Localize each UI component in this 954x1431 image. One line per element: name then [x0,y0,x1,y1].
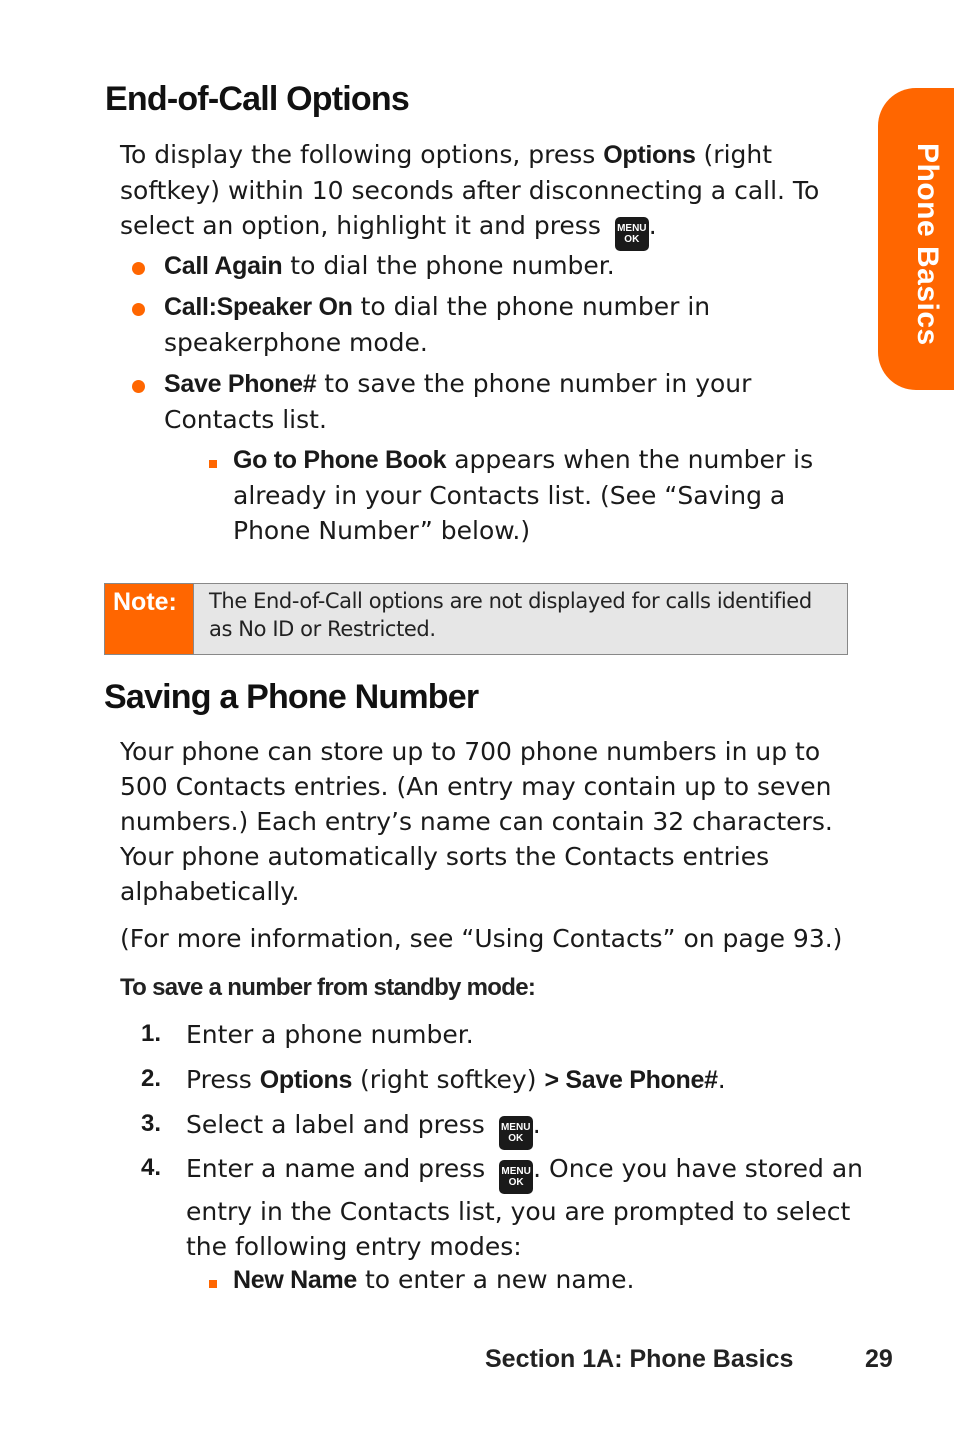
note-box [104,583,848,655]
side-tab-label: Phone Basics [911,143,944,346]
step-number: 2. [141,1065,162,1092]
step-number: 1. [141,1020,162,1047]
step-text: Select a label and press MENU OK . [186,1107,866,1150]
more-info-paragraph: (For more information, see “Using Contacts” on page 93.) [120,924,843,953]
intro-paragraph: To display the following options, press Options (right softkey) within 10 seconds after disconnecting a call. To select an option, highlight it and press MENU OK . [120,137,865,251]
note-text: The End-of-Call options are not displayed for calls identified as No ID or Restricted. [209,589,812,641]
step-number: 4. [141,1154,162,1181]
list-item: Save Phone# to save the phone number in your Contacts list. [164,369,752,434]
sub-list-item: New Name to enter a new name. [233,1265,635,1294]
sub-list-item: Go to Phone Book appears when the number is already in your Contacts list. (See “Saving a Phone Number” below.) [233,445,814,545]
step-text: Enter a name and press MENU OK . Once you have stored an entry in the Contacts list, you are prompted to select the following entry modes: [186,1154,863,1261]
list-item: Call:Speaker On to dial the phone number in speakerphone mode. [164,292,711,357]
sub-bullet-icon [209,1280,217,1288]
menu-ok-key-icon: MENU OK [499,1160,533,1194]
footer-section-label: Section 1A: Phone Basics [485,1345,794,1373]
bullet-icon [132,380,145,393]
step-text: Press Options (right softkey) > Save Phone#. [186,1065,726,1094]
menu-ok-key-icon: MENU OK [615,217,649,251]
step-number: 3. [141,1110,162,1137]
list-item: Call Again to dial the phone number. [164,251,615,280]
step-text: Enter a phone number. [186,1020,474,1049]
menu-ok-key-icon: MENU OK [499,1116,533,1150]
sub-bullet-icon [209,460,217,468]
bullet-icon [132,262,145,275]
bullet-icon [132,303,145,316]
procedure-heading: To save a number from standby mode: [120,974,536,1001]
storage-paragraph: Your phone can store up to 700 phone numbers in up to 500 Contacts entries. (An entry may contain up to seven numbers.) Each entry’s name can contain 32 characters. Your phone automatically sorts the Contacts entries alphabetically. [120,737,833,906]
section-title-end-of-call: End-of-Call Options [105,80,409,118]
page-number: 29 [865,1345,893,1373]
section-title-saving-phone-number: Saving a Phone Number [104,678,479,716]
note-label: Note: [105,584,194,654]
